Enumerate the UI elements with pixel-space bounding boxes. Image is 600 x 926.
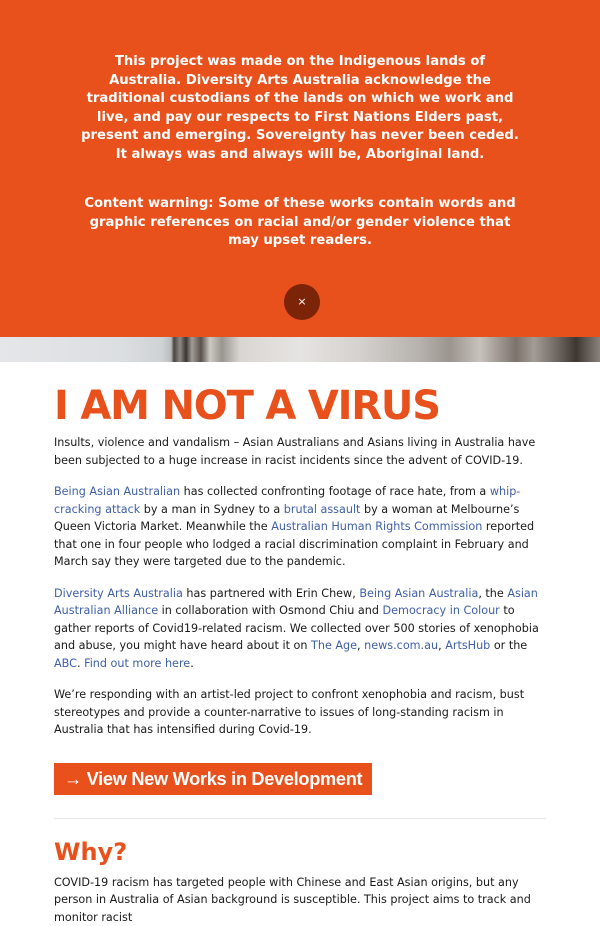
text-span: reported that one in four people who lodged a racial discrimination complaint in February and March say they were targeted due to the pandemic. [54, 520, 534, 568]
text-span: has partnered with Erin Chew, [183, 587, 359, 600]
header-photo [0, 337, 600, 362]
why-heading: Why? [54, 837, 546, 867]
text-span: or the [490, 639, 527, 652]
human-rights-commission-link[interactable]: Australian Human Rights Commission [271, 520, 482, 533]
text-span: , the [478, 587, 507, 600]
content-warning-text: Content warning: Some of these works contain words and graphic references on racial and/or gender violence that may upset readers. [78, 195, 522, 251]
response-paragraph: We’re responding with an artist-led project to confront xenophobia and racism, bust stereotypes and provide a counter-narrative to issues of long-standing racism in Australia that has intensified during Covid-19. [54, 686, 546, 739]
text-span: in collaboration with Osmond Chiu and [158, 604, 382, 617]
news-com-au-link[interactable]: news.com.au [364, 639, 438, 652]
main-content [54, 362, 546, 926]
view-new-works-button[interactable] [54, 763, 372, 795]
intro-paragraph: Insults, violence and vandalism – Asian Australians and Asians living in Australia have been subjected to a huge increase in racist incidents since the advent of COVID-19. [54, 434, 546, 469]
why-paragraph: COVID-19 racism has targeted people with Chinese and East Asian origins, but any person in Australia of Asian background is susceptible. This project aims to track and monitor racist [54, 874, 546, 926]
democracy-in-colour-link[interactable]: Democracy in Colour [383, 604, 500, 617]
text-span: , [357, 639, 364, 652]
footage-paragraph [54, 483, 546, 571]
view-new-works-label: View New Works in Development [87, 769, 363, 789]
acknowledgement-text: This project was made on the Indigenous lands of Australia. Diversity Arts Australia acknowledge the traditional custodians of the lands on which we work and live, and pay our respects to First Nations Elders past, present and emerging. Sovereignty has never been ceded. It always was and always will be, Aboriginal land. [78, 53, 522, 165]
being-asian-australia-link[interactable]: Being Asian Australia [359, 587, 478, 600]
whip-cracking-attack-link[interactable]: whip-cracking attack [54, 485, 520, 516]
text-span: . [77, 657, 84, 670]
partnership-paragraph [54, 585, 546, 673]
asian-australian-alliance-link[interactable]: Asian Australian Alliance [54, 587, 538, 618]
page-title: I AM NOT A VIRUS [54, 384, 546, 428]
text-span: to gather reports of Covid19-related racism. We collected over 500 stories of xenophobia and abuse, you might have heard about it on [54, 604, 539, 652]
text-span: , [438, 639, 445, 652]
section-divider [54, 818, 546, 819]
being-asian-australian-link[interactable]: Being Asian Australian [54, 485, 180, 498]
artshub-link[interactable]: ArtsHub [445, 639, 490, 652]
abc-link[interactable]: ABC [54, 657, 77, 670]
text-span: by a man in Sydney to a [140, 503, 284, 516]
the-age-link[interactable]: The Age [311, 639, 357, 652]
text-span: has collected confronting footage of race hate, from a [180, 485, 490, 498]
close-icon: × [297, 295, 306, 308]
arrow-right-icon: → [64, 769, 82, 789]
text-span: . [190, 657, 194, 670]
diversity-arts-australia-link[interactable]: Diversity Arts Australia [54, 587, 183, 600]
find-out-more-link[interactable]: Find out more here [84, 657, 190, 670]
acknowledgement-banner [0, 0, 600, 337]
close-banner-button[interactable] [284, 284, 320, 320]
text-span: by a woman at Melbourne’s Queen Victoria Market. Meanwhile the [54, 503, 519, 534]
brutal-assault-link[interactable]: brutal assault [284, 503, 361, 516]
